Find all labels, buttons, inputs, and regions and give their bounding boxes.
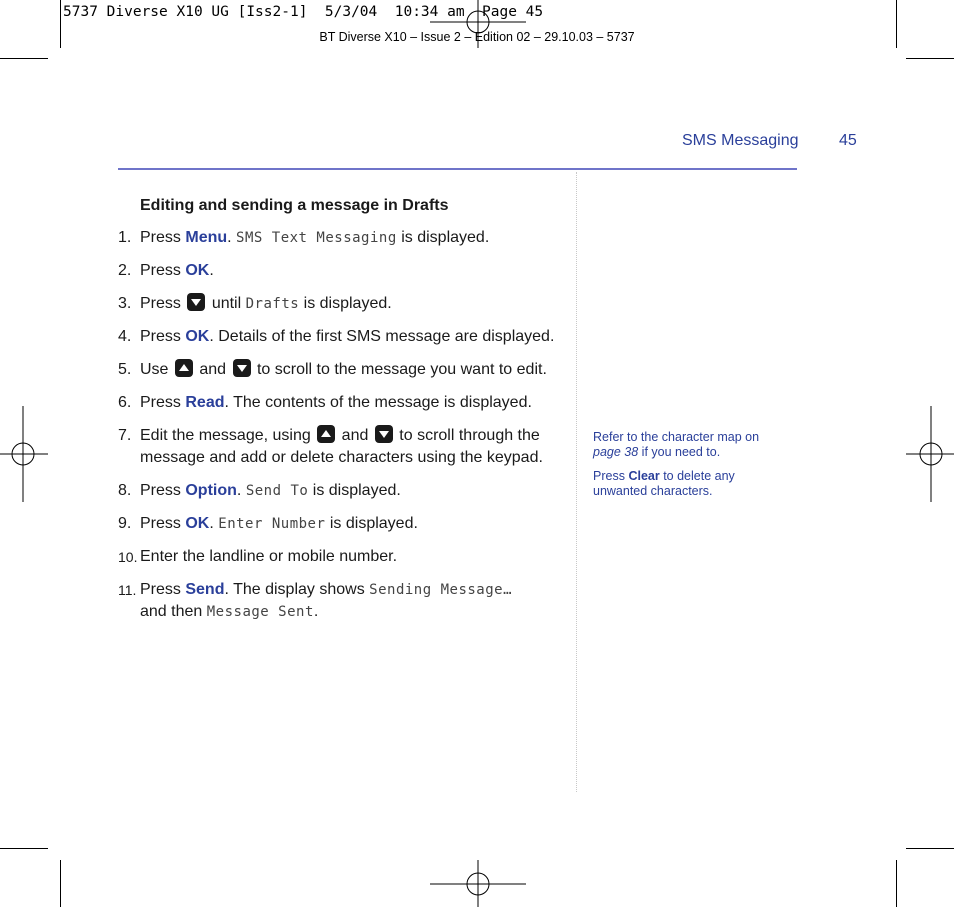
step-4: 4. Press OK. Details of the first SMS message are displayed. [118,326,568,348]
step-8: 8. Press Option. Send To is displayed. [118,480,568,502]
crop-mark [0,58,48,59]
registration-mark [430,860,526,907]
down-arrow-key-icon [187,293,205,311]
up-arrow-key-icon [175,359,193,377]
registration-mark [906,406,954,502]
printer-slug: 5737 Diverse X10 UG [Iss2-1] 5/3/04 10:34 am Page 45 [63,4,544,20]
display-text: SMS Text Messaging [236,230,397,246]
step-number: 11. [118,582,137,598]
key-label: Menu [185,229,228,246]
section-title: SMS Messaging [682,132,799,149]
step-9: 9. Press OK. Enter Number is displayed. [118,513,568,535]
step-number: 10. [118,549,138,565]
side-notes [593,430,783,508]
page-number: 45 [839,132,857,149]
step-10: 10. Enter the landline or mobile number. [118,546,568,568]
down-arrow-key-icon [375,425,393,443]
up-arrow-key-icon [317,425,335,443]
step-number: 1. [118,229,132,246]
main-column [118,195,568,634]
step-number: 8. [118,482,132,499]
key-label: OK [185,515,210,532]
display-text: Enter Number [218,516,326,532]
column-divider [576,172,577,792]
display-text: Send To [245,483,309,499]
crop-mark [0,848,48,849]
crop-mark [60,0,61,48]
step-number: 7. [118,427,132,444]
registration-mark [0,406,48,502]
step-number: 4. [118,328,132,345]
display-text: Message Sent [206,604,314,620]
step-5: 5. Use and to scroll to the message you want to edit. [118,359,568,381]
step-1: 1. Press Menu. SMS Text Messaging is displayed. [118,227,568,249]
crop-mark [906,848,954,849]
display-text: Drafts [245,296,300,312]
display-text: Sending Message… [369,582,513,598]
key-label: Option [185,482,237,499]
page-reference: page 38 [593,445,639,459]
crop-mark [906,58,954,59]
edition-line: BT Diverse X10 – Issue 2 – Edition 02 – 29.10.03 – 5737 [319,30,635,44]
step-number: 5. [118,361,132,378]
step-7: 7. Edit the message, using and to scroll through the message and add or delete characters using the keypad. [118,427,543,466]
side-note-character-map: Refer to the character map on page 38 if you need to. [593,430,760,459]
crop-mark [896,0,897,48]
crop-mark [60,860,61,907]
step-number: 6. [118,394,132,411]
section-heading: Editing and sending a message in Drafts [140,197,449,214]
registration-mark [430,0,526,48]
key-label: Send [185,581,225,598]
step-number: 3. [118,295,132,312]
step-number: 2. [118,262,132,279]
step-2: 2. Press OK. [118,260,568,282]
key-label: Clear [628,469,660,483]
down-arrow-key-icon [233,359,251,377]
steps-list [118,227,568,623]
step-11: 11. Press Send. The display shows Sending Message… and then Message Sent. [118,581,513,620]
side-note-clear: Press Clear to delete any unwanted characters. [593,469,735,498]
key-label: OK [185,262,210,279]
key-label: OK [185,328,210,345]
step-6: 6. Press Read. The contents of the message is displayed. [118,392,568,414]
key-label: Read [185,394,225,411]
crop-mark [896,860,897,907]
header-rule [118,168,797,170]
step-number: 9. [118,515,132,532]
step-3: 3. Press until Drafts is displayed. [118,293,568,315]
